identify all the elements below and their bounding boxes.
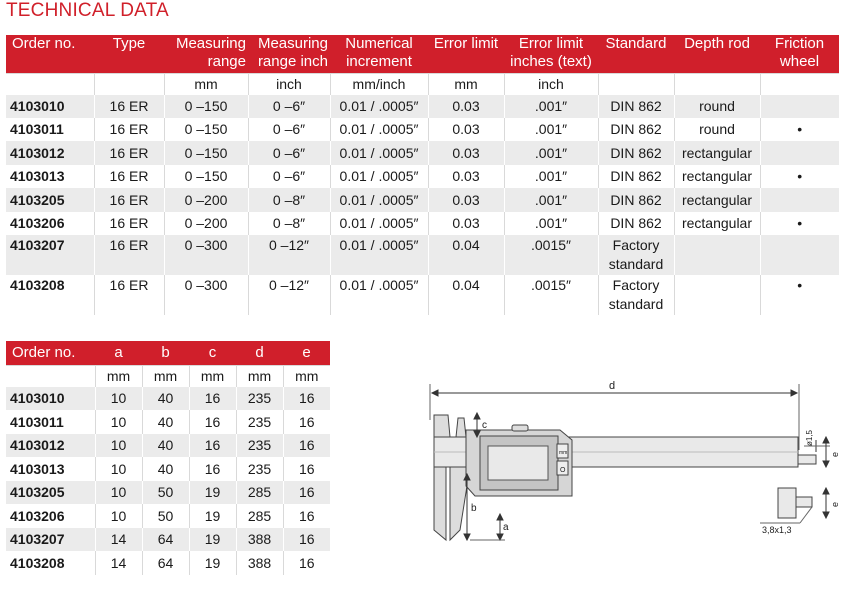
t1-cell: 0.01 / .0005″	[330, 212, 428, 235]
t1-cell: 0.03	[428, 165, 504, 188]
t2-cell: 64	[142, 551, 189, 575]
t1-cell: rectangular	[674, 188, 760, 212]
t2-cell: 16	[283, 387, 330, 410]
label-c: c	[482, 420, 487, 431]
t1-unit-cell: inch	[504, 73, 598, 95]
label-a: a	[503, 522, 509, 533]
header-friction-wheel: Friction wheel	[760, 35, 839, 73]
t1-cell: •	[760, 212, 839, 235]
t1-cell: •	[760, 275, 839, 315]
order-number-cell: 4103205	[6, 188, 94, 212]
t1-cell: 0 –200	[164, 188, 248, 212]
t2-cell: 10	[95, 504, 142, 528]
t2-cell: 50	[142, 504, 189, 528]
t1-cell: 0.03	[428, 95, 504, 118]
t1-cell: 16 ER	[94, 188, 164, 212]
t1-cell: 0 –150	[164, 95, 248, 118]
header-numerical-increment: Numerical increment	[330, 35, 428, 73]
t2-cell: 19	[189, 481, 236, 504]
header-error-limit: Error limit	[428, 35, 504, 73]
t1-cell: 0 –150	[164, 141, 248, 165]
t2-unit-cell: mm	[283, 366, 330, 388]
t1-cell: .001″	[504, 141, 598, 165]
dim-header-b: b	[142, 341, 189, 366]
t2-cell: 285	[236, 481, 283, 504]
t2-cell: 16	[283, 551, 330, 575]
label-e-top: e	[830, 451, 840, 457]
t1-cell: 16 ER	[94, 141, 164, 165]
t1-cell: 0 –12″	[248, 275, 330, 315]
t2-cell: 235	[236, 434, 283, 457]
t1-cell: round	[674, 95, 760, 118]
t2-cell: 16	[189, 457, 236, 481]
t2-cell: 40	[142, 434, 189, 457]
header-type: Type	[94, 35, 164, 73]
t1-cell: rectangular	[674, 165, 760, 188]
t1-cell: 0.01 / .0005″	[330, 141, 428, 165]
t2-cell: 19	[189, 551, 236, 575]
t1-cell: •	[760, 165, 839, 188]
t1-cell: 0 –6″	[248, 95, 330, 118]
dim-header-a: a	[95, 341, 142, 366]
order-number-cell: 4103011	[6, 118, 94, 141]
t2-cell: 19	[189, 528, 236, 551]
t2-unit-cell: mm	[95, 366, 142, 388]
t1-cell: 0 –8″	[248, 212, 330, 235]
order-number-cell: 4103013	[6, 165, 94, 188]
t1-cell: .001″	[504, 188, 598, 212]
label-rod-size: 3,8x1,3	[762, 525, 792, 535]
t1-cell: .0015″	[504, 275, 598, 315]
t1-cell: 0 –6″	[248, 165, 330, 188]
t2-cell: 10	[95, 387, 142, 410]
t1-cell: 0.01 / .0005″	[330, 188, 428, 212]
t1-cell: 0.04	[428, 275, 504, 315]
t2-unit-cell: mm	[189, 366, 236, 388]
t2-cell: 235	[236, 457, 283, 481]
t1-cell: DIN 862	[598, 212, 674, 235]
t1-cell: 0.03	[428, 141, 504, 165]
t1-cell: 0 –300	[164, 235, 248, 275]
t2-cell: 16	[189, 410, 236, 434]
t1-cell: .001″	[504, 95, 598, 118]
label-b: b	[471, 503, 477, 514]
t2-cell: 40	[142, 387, 189, 410]
t1-cell: 0.03	[428, 188, 504, 212]
t1-cell: .0015″	[504, 235, 598, 275]
order-number-cell: 4103207	[6, 235, 94, 275]
t1-unit-cell: mm	[428, 73, 504, 95]
t2-cell: 50	[142, 481, 189, 504]
header-measuring-range-inch: Measuring range inch	[248, 35, 330, 73]
order-number-cell: 4103208	[6, 275, 94, 315]
t2-cell: 388	[236, 528, 283, 551]
t2-cell: 235	[236, 410, 283, 434]
t1-unit-cell: mm	[164, 73, 248, 95]
t1-cell: DIN 862	[598, 188, 674, 212]
t1-cell: .001″	[504, 212, 598, 235]
t2-cell: 16	[189, 387, 236, 410]
t1-cell: DIN 862	[598, 141, 674, 165]
t2-cell: 16	[189, 434, 236, 457]
order-number-cell: 4103206	[6, 504, 95, 528]
t2-cell: 10	[95, 434, 142, 457]
t1-cell: rectangular	[674, 212, 760, 235]
t1-cell: 0.01 / .0005″	[330, 235, 428, 275]
order-number-cell: 4103012	[6, 434, 95, 457]
t2-cell: 16	[283, 504, 330, 528]
t2-cell: 64	[142, 528, 189, 551]
t2-cell: 40	[142, 457, 189, 481]
t2-cell: 235	[236, 387, 283, 410]
order-number-cell: 4103010	[6, 95, 94, 118]
t2-cell: 285	[236, 504, 283, 528]
t2-cell: 10	[95, 481, 142, 504]
order-number-cell: 4103206	[6, 212, 94, 235]
header-depth-rod: Depth rod	[674, 35, 760, 73]
t1-cell: •	[760, 118, 839, 141]
t1-cell: 0 –6″	[248, 118, 330, 141]
button-label-o: O	[560, 467, 566, 474]
t2-unit-cell: mm	[142, 366, 189, 388]
t1-cell: DIN 862	[598, 95, 674, 118]
t1-cell: Factory standard	[598, 275, 674, 315]
t2-cell: 16	[283, 457, 330, 481]
order-number-cell: 4103012	[6, 141, 94, 165]
page-title: TECHNICAL DATA	[6, 0, 169, 21]
t2-cell: 40	[142, 410, 189, 434]
dim-header-c: c	[189, 341, 236, 366]
t1-cell: 16 ER	[94, 275, 164, 315]
t1-cell: 0.04	[428, 235, 504, 275]
t2-cell: 14	[95, 528, 142, 551]
t1-cell: DIN 862	[598, 165, 674, 188]
t1-cell: 0.01 / .0005″	[330, 165, 428, 188]
t1-cell: .001″	[504, 165, 598, 188]
order-number-cell: 4103013	[6, 457, 95, 481]
t1-cell: 0 –12″	[248, 235, 330, 275]
header-order-no: Order no.	[6, 35, 94, 73]
t1-cell: 0 –200	[164, 212, 248, 235]
label-e-bottom: e	[830, 501, 840, 507]
t1-cell: 16 ER	[94, 212, 164, 235]
order-number-cell: 4103011	[6, 410, 95, 434]
order-number-cell: 4103207	[6, 528, 95, 551]
header-error-limit-inches: Error limit inches (text)	[504, 35, 598, 73]
t1-cell: 0.01 / .0005″	[330, 95, 428, 118]
t1-unit-cell: mm/inch	[330, 73, 428, 95]
t1-cell: 16 ER	[94, 165, 164, 188]
button-label-mm: mm	[559, 450, 568, 456]
t1-cell: 0 –150	[164, 165, 248, 188]
dim-header-e: e	[283, 341, 330, 366]
header-measuring-range: Measuring range	[164, 35, 248, 73]
dim-header-d: d	[236, 341, 283, 366]
t1-cell: Factory standard	[598, 235, 674, 275]
t1-cell: 0.03	[428, 212, 504, 235]
t1-cell: 0 –300	[164, 275, 248, 315]
t2-cell: 10	[95, 410, 142, 434]
t1-cell: 16 ER	[94, 235, 164, 275]
order-number-cell: 4103205	[6, 481, 95, 504]
t2-cell: 14	[95, 551, 142, 575]
t2-cell: 19	[189, 504, 236, 528]
label-dia: ø1,5	[805, 429, 814, 446]
t2-cell: 16	[283, 410, 330, 434]
t1-cell: 16 ER	[94, 95, 164, 118]
t1-cell: 0 –8″	[248, 188, 330, 212]
t2-cell: 388	[236, 551, 283, 575]
order-number-cell: 4103010	[6, 387, 95, 410]
t1-cell: .001″	[504, 118, 598, 141]
t1-unit-cell: inch	[248, 73, 330, 95]
t1-cell: 0.01 / .0005″	[330, 275, 428, 315]
order-number-cell: 4103208	[6, 551, 95, 575]
label-d: d	[609, 380, 616, 392]
t1-cell: 0.01 / .0005″	[330, 118, 428, 141]
t1-cell: 0.03	[428, 118, 504, 141]
t1-cell: DIN 862	[598, 118, 674, 141]
header-standard: Standard	[598, 35, 674, 73]
t2-cell: 16	[283, 528, 330, 551]
t1-cell: 16 ER	[94, 118, 164, 141]
t1-cell: round	[674, 118, 760, 141]
dim-header-order-no: Order no.	[6, 341, 95, 366]
t2-unit-cell: mm	[236, 366, 283, 388]
t1-cell: 0 –150	[164, 118, 248, 141]
t2-cell: 16	[283, 481, 330, 504]
t2-cell: 10	[95, 457, 142, 481]
t1-cell: 0 –6″	[248, 141, 330, 165]
t1-cell: rectangular	[674, 141, 760, 165]
t2-cell: 16	[283, 434, 330, 457]
